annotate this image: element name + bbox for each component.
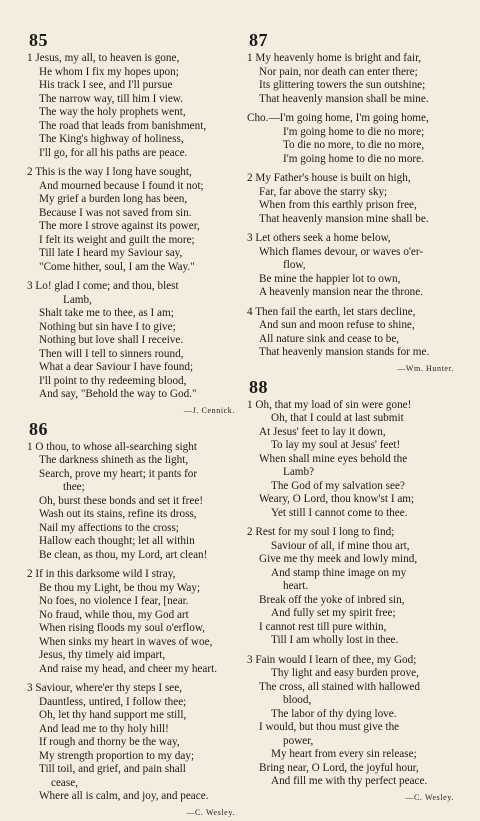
verse-line: 2 This is the way I long have sought, <box>27 166 192 178</box>
verse-line: At Jesus' feet to lay it down, <box>259 425 386 438</box>
verse-line: To die no more, to die no more, <box>283 139 425 151</box>
verse <box>247 654 460 789</box>
verse-line: 4 Then fail the earth, let stars decline, <box>247 305 416 318</box>
verse <box>27 280 241 402</box>
verse-line: 3 Fain would I learn of thee, my God; <box>247 653 417 666</box>
verse <box>247 112 460 166</box>
verse-line: Till late I heard my Saviour say, <box>39 247 183 259</box>
verse-line: Hallow each thought; let all within <box>39 535 195 547</box>
verse-line: I'll go, for all his paths are peace. <box>39 146 188 159</box>
verse <box>247 306 460 360</box>
verse-line: 2 If in this darksome wild I stray, <box>27 568 176 580</box>
verse-line: And stamp thine image on my <box>271 566 407 579</box>
hymn <box>247 30 460 373</box>
verse-line: Nor pain, nor death can enter there; <box>259 65 418 78</box>
verse-line: I felt its weight and guilt the more; <box>39 233 195 246</box>
hymn-number: 87 <box>249 30 268 50</box>
hymn <box>27 30 241 415</box>
verse-line: Saviour of all, if mine thou art, <box>271 539 410 552</box>
verse-line: The God of my salvation see? <box>271 479 405 492</box>
verse-line: My heart from every sin release; <box>271 748 417 760</box>
verse-line: My grief a burden long has been, <box>39 193 188 205</box>
verse-line: The way the holy prophets went, <box>39 106 186 118</box>
verse-line: When from this earthly prison free, <box>259 199 417 211</box>
verse-line: "Come hither, soul, I am the Way." <box>39 260 195 273</box>
verse-line: Where all is calm, and joy, and peace. <box>39 790 209 802</box>
verse-line: He whom I fix my hopes upon; <box>39 65 179 78</box>
verse-line: Jesus, thy timely aid impart, <box>39 649 166 661</box>
verse <box>247 172 460 226</box>
verse-line: Till toil, and grief, and pain shall <box>39 763 186 775</box>
verse-line: Cho.—I'm going home, I'm going home, <box>247 112 429 124</box>
verse-line: His track I see, and I'll pursue <box>39 79 173 91</box>
verse-line: thee; <box>63 481 85 493</box>
verse-line: A heavenly mansion near the throne. <box>259 286 424 298</box>
author-attribution: —Wm. Hunter. <box>397 363 454 373</box>
verse-line: Yet still I cannot come to thee. <box>271 506 408 519</box>
verse <box>247 526 460 648</box>
verse-line: And sun and moon refuse to shine, <box>259 319 415 331</box>
verse-line: 1 Jesus, my all, to heaven is gone, <box>27 52 180 64</box>
verse-line: 1 My heavenly home is bright and fair, <box>247 52 422 64</box>
verse-line: Weary, O Lord, thou know'st I am; <box>259 493 415 505</box>
verse <box>27 682 241 804</box>
verse <box>27 52 241 160</box>
verse-line: Oh, let thy hand support me still, <box>39 709 187 721</box>
verse-line: I'll point to thy redeeming blood, <box>39 374 187 387</box>
verse-line: Oh, burst these bonds and set it free! <box>39 494 204 507</box>
verse-line: The labor of thy dying love. <box>271 707 397 720</box>
hymn-number: 85 <box>29 30 48 50</box>
verse-line: Oh, that I could at last submit <box>271 412 404 424</box>
verse-line: blood, <box>283 694 312 706</box>
verse-line: And say, "Behold the way to God." <box>39 388 197 400</box>
verse-line: Be mine the happier lot to own, <box>259 272 401 285</box>
verse-line: Because I was not saved from sin. <box>39 206 192 219</box>
verse-line: That heavenly mansion mine shall be. <box>259 212 429 225</box>
hymn <box>247 377 460 802</box>
verse-line: Nothing but love shall I receive. <box>39 334 184 346</box>
verse-line: Break off the yoke of inbred sin, <box>259 593 405 606</box>
verse-line: Then will I tell to sinners round, <box>39 347 184 360</box>
verse-line: Its glittering towers the sun outshine; <box>259 79 426 91</box>
verse <box>247 232 460 300</box>
verse-line: Give me thy meek and lowly mind, <box>259 553 418 565</box>
verse-line: Nail my affections to the cross; <box>39 521 179 534</box>
left-column <box>27 28 241 821</box>
verse-line: The road that leads from banishment, <box>39 119 207 132</box>
verse <box>247 399 460 521</box>
verse-line: And raise my head, and cheer my heart. <box>39 662 217 675</box>
verse-line: No fraud, while thou, my God art <box>39 608 189 621</box>
verse-line: And fill me with thy perfect peace. <box>271 775 428 787</box>
verse-line: Lamb? <box>283 466 315 478</box>
verse-line: 3 Saviour, where'er thy steps I see, <box>27 682 183 694</box>
verse-line: My strength proportion to my day; <box>39 749 195 762</box>
verse-line: cease, <box>51 776 79 789</box>
verse-line: The cross, all stained with hallowed <box>259 680 420 693</box>
verse-line: heart. <box>283 580 309 592</box>
verse-line: To lay my soul at Jesus' feet! <box>271 439 401 451</box>
verse-line: The narrow way, till him I view. <box>39 92 183 105</box>
verse-line: 1 O thou, to whose all-searching sight <box>27 440 197 453</box>
verse <box>247 52 460 106</box>
verse-line: That heavenly mansion stands for me. <box>259 346 430 358</box>
author-attribution: —C. Wesley. <box>186 807 235 817</box>
right-column <box>247 28 460 806</box>
verse <box>27 166 241 274</box>
verse-line: Lamb, <box>63 293 92 306</box>
verse-line: Be clean, as thou, my Lord, art clean! <box>39 548 208 561</box>
verse-line: All nature sink and cease to be, <box>259 332 400 345</box>
verse-line: I cannot rest till pure within, <box>259 620 387 633</box>
verse <box>27 441 241 563</box>
hymn-number: 86 <box>29 418 48 439</box>
verse-line: That heavenly mansion shall be mine. <box>259 92 429 105</box>
verse-line: When shall mine eyes behold the <box>259 452 408 465</box>
verse-line: Shalt take me to thee, as I am; <box>39 307 174 319</box>
verse-line: No foes, no violence I fear, [near. <box>39 595 189 607</box>
verse-line: The more I strove against its power, <box>39 220 200 232</box>
hymn <box>27 419 241 817</box>
hymn-number: 88 <box>249 376 268 397</box>
verse-line: What a dear Saviour I have found; <box>39 361 194 373</box>
verse-line: 3 Lo! glad I come; and thou, blest <box>27 280 179 292</box>
verse <box>27 568 241 676</box>
verse-line: power, <box>283 734 314 747</box>
verse-line: Which flames devour, or waves o'er- <box>259 245 424 258</box>
verse-line: Far, far above the starry sky; <box>259 185 388 198</box>
verse-line: Bring near, O Lord, the joyful hour, <box>259 761 419 774</box>
verse-line: I'm going home to die no more. <box>283 152 424 165</box>
verse-line: And mourned because I found it not; <box>39 179 204 192</box>
verse-line: If rough and thorny be the way, <box>39 736 180 748</box>
verse-line: Search, prove my heart; it pants for <box>39 467 198 480</box>
verse-line: flow, <box>283 259 306 271</box>
verse-line: I would, but thou must give the <box>259 721 400 733</box>
verse-line: 3 Let others seek a home below, <box>247 232 391 244</box>
verse-line: Nothing but sin have I to give; <box>39 320 176 333</box>
verse-line: Till I am wholly lost in thee. <box>271 634 399 646</box>
verse-line: Dauntless, untired, I follow thee; <box>39 695 187 708</box>
verse-line: 2 Rest for my soul I long to find; <box>247 526 395 538</box>
verse-line: And lead me to thy holy hill! <box>39 722 169 735</box>
author-attribution: —J. Cennick. <box>184 405 235 415</box>
author-attribution: —C. Wesley. <box>405 792 454 802</box>
verse-line: Thy light and easy burden prove, <box>271 667 419 679</box>
verse-line: When sinks my heart in waves of woe, <box>39 635 213 648</box>
verse-line: 1 Oh, that my load of sin were gone! <box>247 398 412 411</box>
verse-line: And fully set my spirit free; <box>271 607 396 619</box>
verse-line: I'm going home to die no more; <box>283 125 425 138</box>
verse-line: Be thou my Light, be thou my Way; <box>39 581 201 594</box>
verse-line: 2 My Father's house is built on high, <box>247 172 411 184</box>
verse-line: The darkness shineth as the light, <box>39 454 189 466</box>
verse-line: Wash out its stains, refine its dross, <box>39 508 197 520</box>
verse-line: The King's highway of holiness, <box>39 133 184 145</box>
verse-line: When rising floods my soul o'erflow, <box>39 622 205 634</box>
